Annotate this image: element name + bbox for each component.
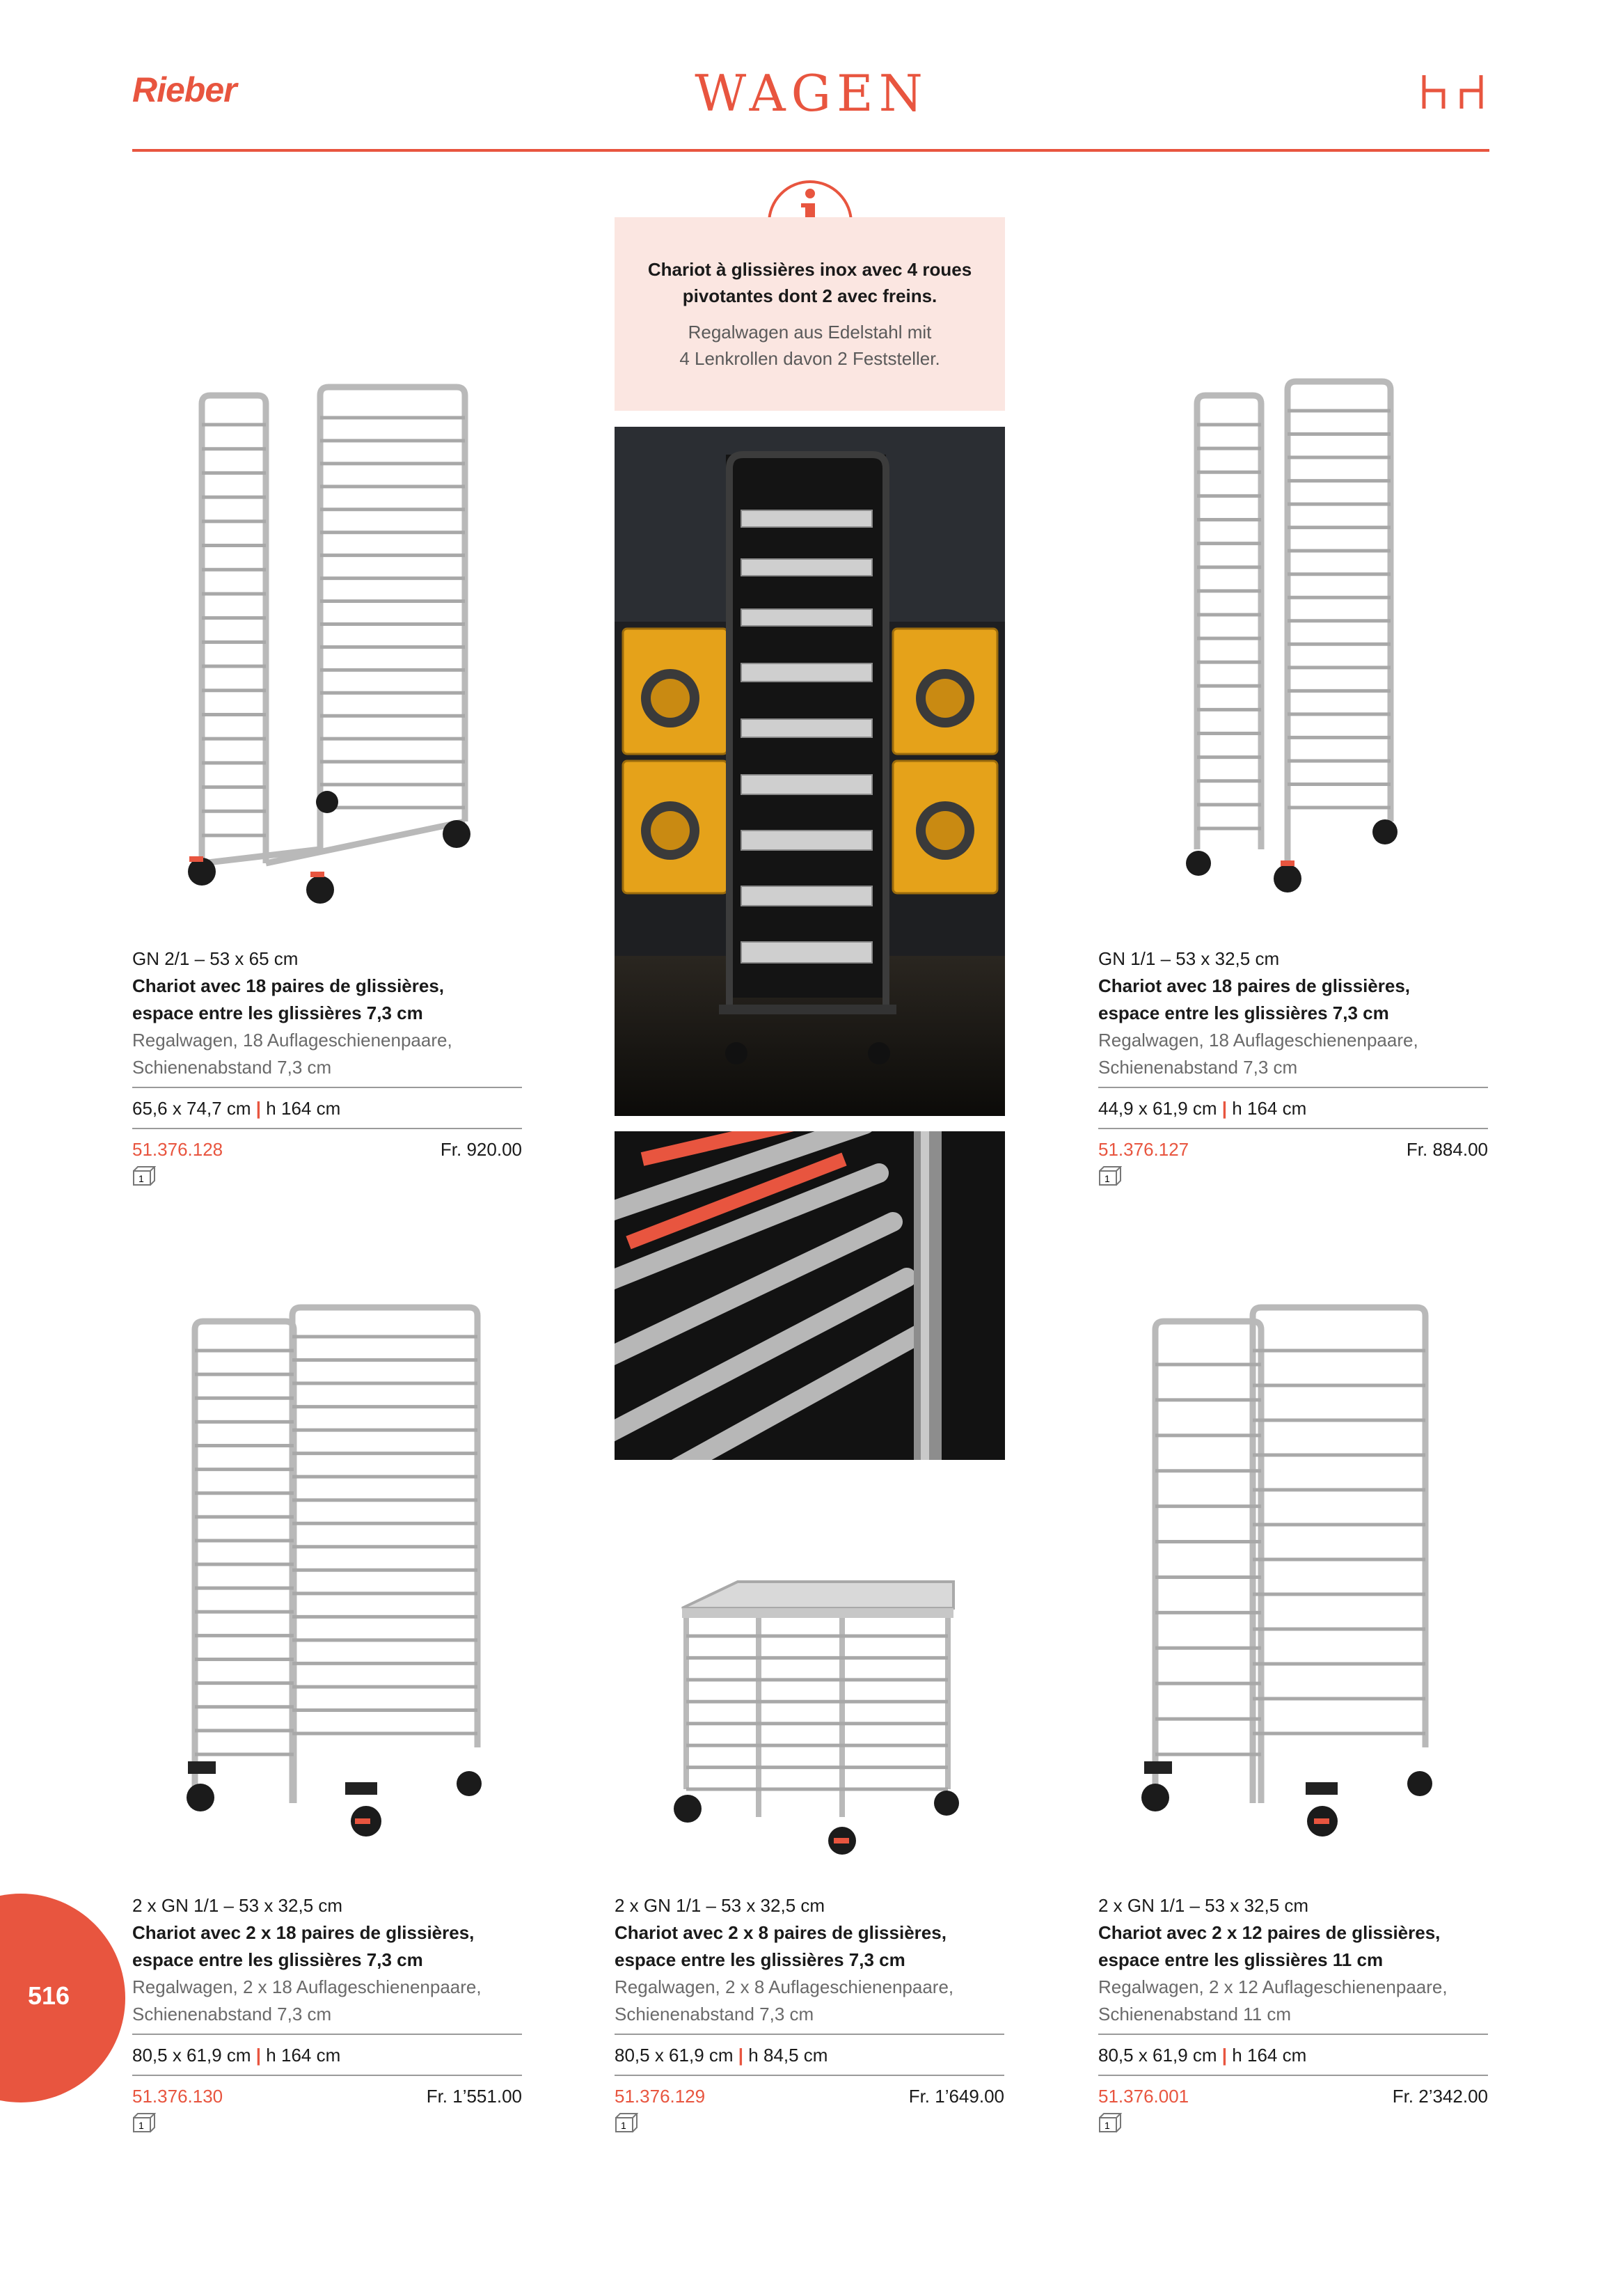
article-number: 51.376.127 (1098, 1139, 1189, 1160)
hd-logo-icon (1420, 72, 1487, 111)
product-desc-de-1: Regalwagen, 2 x 18 Auflageschienenpaare, (132, 1976, 482, 1997)
product-title-fr-1: Chariot avec 2 x 18 paires de glissières, (132, 1922, 475, 1943)
product-dimensions: 80,5 x 61,9 cm | h 84,5 cm (615, 2045, 828, 2066)
package-quantity-icon (1098, 1165, 1122, 1186)
product-gn: GN 2/1 – 53 x 65 cm (132, 948, 299, 969)
product-card (132, 945, 522, 1190)
package-quantity-icon (132, 1165, 156, 1186)
product-desc-de-1: Regalwagen, 18 Auflageschienenpaare, (1098, 1030, 1418, 1051)
product-desc-de-1: Regalwagen, 2 x 8 Auflageschienenpaare, (615, 1976, 954, 1997)
product-card (132, 1892, 522, 2137)
price: Fr. 884.00 (1406, 1139, 1488, 1160)
divider (132, 2034, 522, 2035)
divider (132, 1087, 522, 1088)
info-text-fr: Chariot à glissières inox avec 4 roues pivotantes dont 2 avec freins. (647, 259, 972, 306)
product-dimensions: 44,9 x 61,9 cm | h 164 cm (1098, 1098, 1307, 1119)
product-card (615, 1892, 1004, 2137)
svg-text:1: 1 (138, 1173, 144, 1184)
product-desc-de-2: Schienenabstand 7,3 cm (132, 2004, 332, 2024)
svg-text:1: 1 (1105, 2120, 1110, 2131)
info-box (615, 217, 1005, 411)
product-desc-de-2: Schienenabstand 11 cm (1098, 2004, 1292, 2024)
product-dimensions: 80,5 x 61,9 cm | h 164 cm (1098, 2045, 1307, 2066)
divider (615, 2034, 1004, 2035)
price: Fr. 1’551.00 (426, 2086, 522, 2107)
product-title-fr-2: espace entre les glissières 7,3 cm (615, 1949, 905, 1970)
kitchen-rack-photo (615, 427, 1005, 1116)
package-quantity-icon (132, 2112, 156, 2133)
product-gn: 2 x GN 1/1 – 53 x 32,5 cm (615, 1895, 825, 1916)
svg-text:1: 1 (1105, 1173, 1110, 1184)
divider (1098, 1087, 1488, 1088)
package-quantity-icon (615, 2112, 638, 2133)
rack-image-2 (1183, 376, 1413, 926)
product-dimensions: 80,5 x 61,9 cm | h 164 cm (132, 2045, 341, 2066)
product-desc-de-2: Schienenabstand 7,3 cm (132, 1057, 332, 1078)
product-desc-de-1: Regalwagen, 2 x 12 Auflageschienenpaare, (1098, 1976, 1448, 1997)
product-title-fr-2: espace entre les glissières 7,3 cm (1098, 1002, 1389, 1023)
product-gn: 2 x GN 1/1 – 53 x 32,5 cm (1098, 1895, 1309, 1916)
product-desc-de-1: Regalwagen, 18 Auflageschienenpaare, (132, 1030, 452, 1051)
divider (1098, 1128, 1488, 1129)
product-desc-de-2: Schienenabstand 7,3 cm (615, 2004, 814, 2024)
product-dimensions: 65,6 x 74,7 cm | h 164 cm (132, 1098, 341, 1119)
rack-image-3 (181, 1302, 487, 1859)
product-title-fr-1: Chariot avec 2 x 8 paires de glissières, (615, 1922, 947, 1943)
product-card (1098, 945, 1488, 1190)
product-title-fr-2: espace entre les glissières 11 cm (1098, 1949, 1384, 1970)
divider (132, 1128, 522, 1129)
divider (1098, 2034, 1488, 2035)
brand-logo: Rieber (132, 70, 237, 109)
product-card (1098, 1892, 1488, 2137)
page-title: WAGEN (695, 64, 928, 123)
product-gn: 2 x GN 1/1 – 53 x 32,5 cm (132, 1895, 343, 1916)
divider (132, 2075, 522, 2076)
product-gn: GN 1/1 – 53 x 32,5 cm (1098, 948, 1280, 969)
svg-text:1: 1 (138, 2120, 144, 2131)
rack-image-4 (668, 1580, 960, 1866)
page-number: 516 (28, 1981, 70, 2010)
rack-image-1 (181, 376, 473, 926)
article-number: 51.376.001 (1098, 2086, 1189, 2107)
product-title-fr-1: Chariot avec 18 paires de glissières, (1098, 975, 1411, 996)
article-number: 51.376.129 (615, 2086, 706, 2107)
product-title-fr-1: Chariot avec 18 paires de glissières, (132, 975, 445, 996)
info-text-de: Regalwagen aus Edelstahl mit 4 Lenkrollen davon 2 Feststeller. (679, 322, 940, 369)
product-desc-de-2: Schienenabstand 7,3 cm (1098, 1057, 1298, 1078)
divider (615, 2075, 1004, 2076)
product-title-fr-2: espace entre les glissières 7,3 cm (132, 1949, 423, 1970)
package-quantity-icon (1098, 2112, 1122, 2133)
article-number: 51.376.130 (132, 2086, 223, 2107)
divider (1098, 2075, 1488, 2076)
header-rule (132, 149, 1489, 152)
price: Fr. 920.00 (440, 1139, 522, 1160)
article-number: 51.376.128 (132, 1139, 223, 1160)
product-title-fr-2: espace entre les glissières 7,3 cm (132, 1002, 423, 1023)
price: Fr. 1’649.00 (908, 2086, 1004, 2107)
svg-text:1: 1 (621, 2120, 626, 2131)
rack-image-5 (1134, 1302, 1441, 1859)
price: Fr. 2’342.00 (1392, 2086, 1488, 2107)
product-title-fr-1: Chariot avec 2 x 12 paires de glissières, (1098, 1922, 1441, 1943)
tray-detail-photo (615, 1131, 1005, 1460)
